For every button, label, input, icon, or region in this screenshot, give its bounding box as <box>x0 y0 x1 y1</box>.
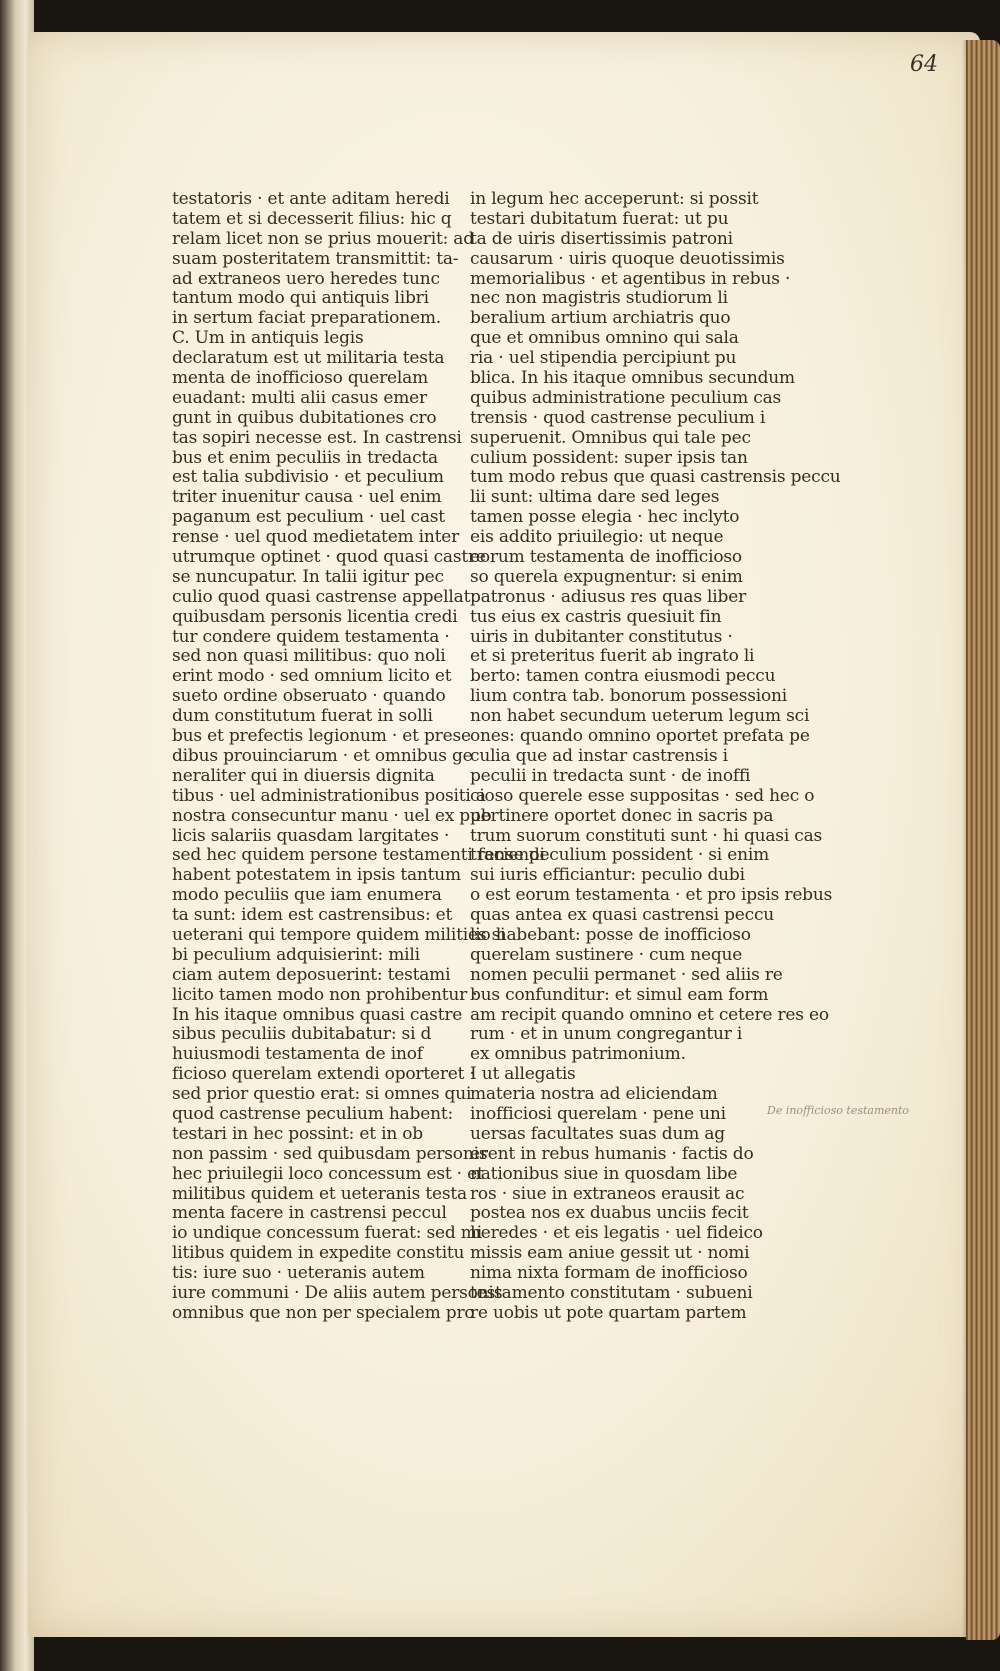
text-line: re uobis ut pote quartam partem <box>470 1302 747 1323</box>
text-line: heredes · et eis legatis · uel fideico <box>470 1223 763 1244</box>
text-line: bus et enim peculiis in tredacta <box>172 447 438 468</box>
text-line: testari in hec possint: et in ob <box>172 1123 423 1144</box>
text-line: ficioso querelam extendi oporteret · <box>172 1064 475 1085</box>
text-line: ciam autem deposuerint: testami <box>172 964 451 985</box>
text-line: erent in rebus humanis · factis do <box>470 1143 754 1164</box>
text-line: sed non quasi militibus: quo noli <box>172 646 446 667</box>
text-line: berto: tamen contra eiusmodi peccu <box>470 666 776 687</box>
text-line: culium possident: super ipsis tan <box>470 447 748 468</box>
text-line: tantum modo qui antiquis libri <box>172 288 429 309</box>
text-line: beralium artium archiatris quo <box>470 308 731 329</box>
text-line: querelam sustinere · cum neque <box>470 944 743 965</box>
text-line: huiusmodi testamenta de inof <box>172 1044 423 1065</box>
text-line: In his itaque omnibus quasi castre <box>172 1004 463 1025</box>
text-line: paganum est peculium · uel cast <box>172 507 445 528</box>
text-line: quas antea ex quasi castrensi peccu <box>470 905 775 926</box>
text-line: am recipit quando omnino et cetere res eo <box>470 1004 829 1025</box>
text-line: litibus quidem in expedite constitu <box>172 1243 465 1264</box>
text-line: lium contra tab. bonorum possessioni <box>470 686 788 707</box>
text-line: blica. In his itaque omnibus secundum <box>470 368 795 389</box>
text-line: menta facere in castrensi peccul <box>172 1203 447 1224</box>
text-line: testamento constitutam · subueni <box>470 1282 753 1303</box>
text-line: nostra consecuntur manu · uel ex pub <box>172 805 492 826</box>
text-line: ex omnibus patrimonium. <box>470 1044 686 1065</box>
text-line: trum suorum constituti sunt · hi quasi cas <box>470 825 823 846</box>
text-line: licito tamen modo non prohibentur · <box>172 984 478 1005</box>
text-line: uiris in dubitanter constitutus · <box>470 626 733 647</box>
text-line: tis: iure suo · ueteranis autem <box>172 1263 425 1284</box>
page-edges <box>966 40 1000 1640</box>
text-line: postea nos ex duabus unciis fecit <box>470 1203 749 1224</box>
text-line: nomen peculii permanet · sed aliis re <box>470 964 783 985</box>
text-line: culia que ad instar castrensis i <box>470 745 728 766</box>
text-line: nima nixta formam de inofficioso <box>470 1263 748 1284</box>
text-line: dibus prouinciarum · et omnibus ge <box>172 745 473 766</box>
text-line: euadant: multi alii casus emer <box>172 387 427 408</box>
text-line: que et omnibus omnino qui sala <box>470 328 739 349</box>
text-line: et si preteritus fuerit ab ingrato li <box>470 646 755 667</box>
text-line: trensis · quod castrense peculium i <box>470 407 766 428</box>
text-line: omnibus que non per specialem pro <box>172 1302 475 1323</box>
marginal-note: De inofficioso testamento <box>767 1104 910 1117</box>
text-line: sed prior questio erat: si omnes qui <box>172 1084 472 1105</box>
text-line: gunt in quibus dubitationes cro <box>172 407 437 428</box>
text-line: habent potestatem in ipsis tantum <box>172 865 461 886</box>
text-line: patronus · adiusus res quas liber <box>470 586 747 607</box>
text-line: menta de inofficioso querelam <box>172 368 429 389</box>
text-line: relam licet non se prius mouerit: ad <box>172 228 474 249</box>
text-line: militibus quidem et ueteranis testa <box>172 1183 467 1204</box>
text-line: bus confunditur: et simul eam form <box>470 984 769 1005</box>
text-line: tum modo rebus que quasi castrensis peccu <box>470 467 841 488</box>
text-line: ad extraneos uero heredes tunc <box>172 268 440 289</box>
text-line: est talia subdivisio · et peculium <box>172 467 444 488</box>
text-line: in sertum faciat preparationem. <box>172 308 441 329</box>
text-line: sueto ordine obseruato · quando <box>172 686 446 707</box>
text-line: testari dubitatum fuerat: ut pu <box>470 208 729 229</box>
text-line: tibus · uel administrationibus positi a <box>172 785 486 806</box>
text-line: utrumque optinet · quod quasi castre <box>172 547 486 568</box>
text-line: ueterani qui tempore quidem milities si <box>172 924 506 945</box>
text-line: declaratum est ut militaria testa <box>172 348 445 369</box>
text-line: eis addito priuilegio: ut neque <box>470 527 724 548</box>
text-line: licis salariis quasdam largitates · <box>172 825 450 846</box>
text-line: tus eius ex castris quesiuit fin <box>470 606 722 627</box>
text-line: io undique concessum fuerat: sed mi <box>172 1223 482 1244</box>
text-line: memorialibus · et agentibus in rebus · <box>470 268 791 289</box>
text-column-right <box>470 189 841 1324</box>
page-edge-shadow <box>962 40 968 1640</box>
text-line: materia nostra ad eliciendam <box>470 1084 718 1105</box>
text-line: ones: quando omnino oportet prefata pe <box>470 726 810 747</box>
text-line: quod castrense peculium habent: <box>172 1103 453 1124</box>
text-line: tatem et si decesserit filius: hic q <box>172 208 452 229</box>
text-line: triter inuenitur causa · uel enim <box>172 487 442 508</box>
text-line: lii sunt: ultima dare sed leges <box>470 487 720 508</box>
text-line: erint modo · sed omnium licito et <box>172 666 452 687</box>
text-line: o est eorum testamenta · et pro ipsis rebus <box>470 885 833 906</box>
text-line: nationibus siue in quosdam libe <box>470 1163 738 1184</box>
text-line: testatoris · et ante aditam heredi <box>172 189 450 209</box>
text-line: neraliter qui in diuersis dignita <box>172 765 435 786</box>
text-line: ros · siue in extraneos erausit ac <box>470 1183 745 1204</box>
text-line: peculii in tredacta sunt · de inoffi <box>470 765 751 786</box>
text-line: missis eam aniue gessit ut · nomi <box>470 1243 750 1264</box>
text-line: tas sopiri necesse est. In castrensi <box>172 427 462 448</box>
text-line: tur condere quidem testamenta · <box>172 626 450 647</box>
text-line: non habet secundum ueterum legum sci <box>470 706 810 727</box>
text-line: uersas facultates suas dum ag <box>470 1123 725 1144</box>
text-line: sui iuris efficiantur: peculio dubi <box>470 865 745 886</box>
text-line: hec priuilegii loco concessum est · et <box>172 1163 484 1184</box>
text-line: trense peculium possident · si enim <box>470 845 769 866</box>
text-line: quibusdam personis licentia credi <box>172 606 458 627</box>
text-line: inofficiosi querelam · pene uni <box>470 1103 726 1124</box>
text-line: iure communi · De aliis autem personis <box>172 1282 503 1303</box>
text-line: lio habebant: posse de inofficioso <box>470 924 751 945</box>
text-line: sibus peculiis dubitabatur: si d <box>172 1024 432 1045</box>
text-line: nec non magistris studiorum li <box>470 288 728 309</box>
text-line: I ut allegatis <box>470 1064 576 1085</box>
text-line: rense · uel quod medietatem inter <box>172 527 460 548</box>
text-line: bi peculium adquisierint: mili <box>172 944 420 965</box>
text-line: se nuncupatur. In talii igitur pec <box>172 566 444 587</box>
text-line: superuenit. Omnibus qui tale pec <box>470 427 751 448</box>
text-line: C. Um in antiquis legis <box>172 328 364 349</box>
text-line: sed hec quidem persone testamenti faciendi <box>172 845 545 866</box>
text-line: dum constitutum fuerat in solli <box>172 706 433 727</box>
text-line: pertinere oportet donec in sacris pa <box>470 805 774 826</box>
text-line: rum · et in unum congregantur i <box>470 1024 743 1045</box>
text-line: ria · uel stipendia percipiunt pu <box>470 348 737 369</box>
folio-number: 64 <box>910 52 938 77</box>
text-line: suam posteritatem transmittit: ta- <box>172 248 459 269</box>
text-line: so querela expugnentur: si enim <box>470 566 743 587</box>
text-line: eorum testamenta de inofficioso <box>470 547 742 568</box>
text-line: culio quod quasi castrense appellat: <box>172 586 476 607</box>
text-line: cioso querele esse suppositas · sed hec o <box>470 785 815 806</box>
text-line: modo peculiis que iam enumera <box>172 885 442 906</box>
text-line: ta de uiris disertissimis patroni <box>470 228 733 249</box>
text-line: ta sunt: idem est castrensibus: et <box>172 905 453 926</box>
text-line: bus et prefectis legionum · et prese <box>172 726 471 747</box>
text-line: non passim · sed quibusdam personis <box>172 1143 488 1164</box>
text-line: tamen posse elegia · hec inclyto <box>470 507 740 528</box>
text-line: in legum hec acceperunt: si possit <box>470 189 759 209</box>
text-line: causarum · uiris quoque deuotissimis <box>470 248 785 269</box>
text-line: quibus administratione peculium cas <box>470 387 782 408</box>
